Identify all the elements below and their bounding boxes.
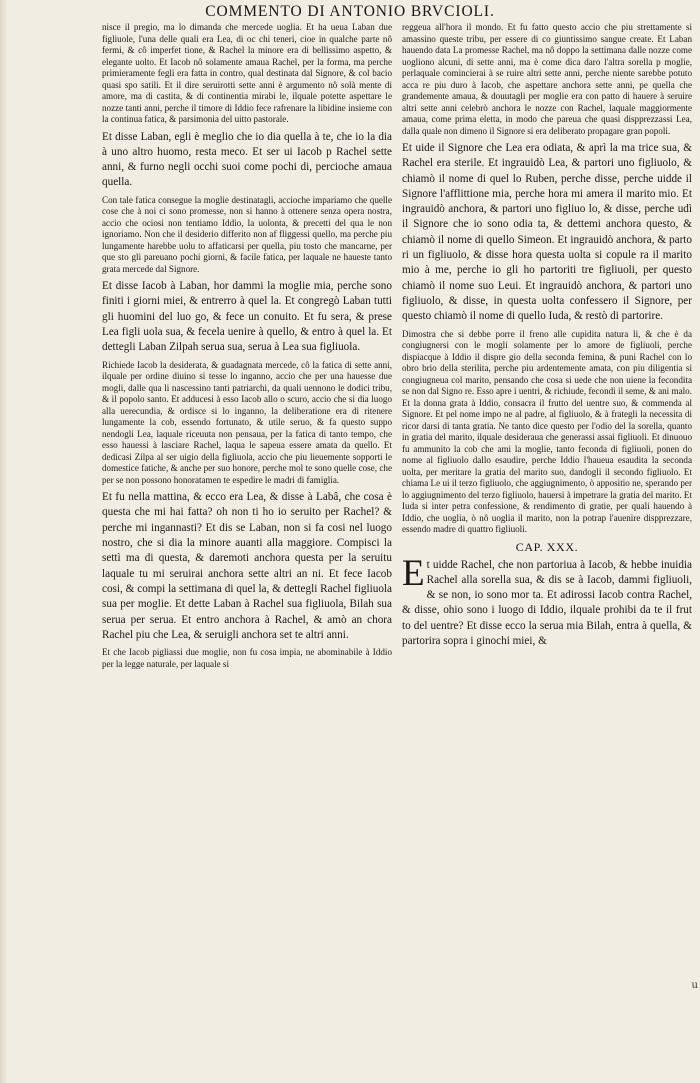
commentary-paragraph: Richiede Iacob la desiderata, & guadagnata mercede, cô la fatica di sette anni, ilquale per ordine diuino si tesse lo inganno, accio che per una hauesse due mogli, dalle qua li nascessino tanti patriarchi, da quali uennono le dodici tribu, & il popolo santo. Et adducesi à esso Iacob allo o scuro, accio che si dia luogo alla uerecundia, & ordisce si lo inganno, la deliberatione era di ritenere lungamente la cob, essendo fortunato, & utile seruo, & fa questo suppo nendogli Lea, laquale riceuuta non pensaua, per la fatica di tanto tempo, che esso hauessi à lasciare Rachel, laqua le sapeua essere amata da quello. Et dedicasi Zilpa al ser uigio della figliuola, accio che piu lieuemente sopporti le domestice fatiche, & anche per suo honore, perche mol te sono quelle cose, che per se non possono honoratamen te espedire le madri di famiglia. [102, 359, 392, 485]
margin-note: u [691, 980, 698, 991]
scripture-paragraph: Et uidde Rachel, che non partoriua à Iacob, & hebbe inuidia Rachel alla sorella sua, & dis se à Iacob, dammi figliuoli, & se non, io sono mor ta. Et adirossi Iacob contra Rachel, & disse, ohio sono i luogo di Iddio, ilquale prohibi da te il frut to del uentre? Et disse ecco la serua mia Bilah, entra à quella, & partorira sopra i ginochi miei, & [402, 552, 692, 648]
scripture-paragraph: Et uide il Signore che Lea era odiata, & aprì la ma trice sua, & Rachel era sterile. Et ingrauidò Lea, & partori uno figliuolo, & chiamò il nome di quel lo Ruben, perche disse, perche uidde il Signore l'afflittione mia, perche hora mi amera il marito mio. Et ingrauidò anchora, & partori uno figliuo lo, & disse, perche udì il Signore che io sono odia ta, & dettemi anchora questo, & chiamò il nome di quello Simeon. Et ingrauidò anchora, & parto ri un figliuolo, & disse hora questa uolta si copule ra il marito mio à me, perche io gli ho partoriti tre figliuoli, per questo chiamò il nome suo Leui. Et ingrauidò anchora, & partori uno figliuolo, & disse, in questa uolta confessero il Signore, per questo chiamò il nome di quello Iuda, & restò di partorire. [402, 142, 692, 323]
commentary-paragraph: Et che Iacob pigliassi due moglie, non fu cosa impia, ne abominabile à Iddio per la legge naturale, per laquale si [102, 647, 392, 669]
scripture-paragraph: Et disse Iacob à Laban, hor dammi la moglie mia, perche sono finiti i giorni miei, & entrerro à quel la. Et congregò Laban tutti gli huomini del luo go, & fece un conuito. Et fu sera, & prese Lea figli uola sua, & fecela uenire à quello, & entro à quel la. Et dettegli Laban Zilpah serua sua, serua à Lea sua figliuola. [102, 280, 392, 354]
left-column [102, 22, 392, 674]
commentary-paragraph: nisce il pregio, ma lo dimanda che mercede uoglia. Et ha ueua Laban due figliuole, l'una delle quali era Lea, di oc chi teneri, cioe in qualche parte nô fermi, & cô imperfet tione, & Rachel la minore era di bellissimo aspetto, & elegante uolto. Et Iacob nô solamente amaua Rachel, per la forma, ma perche primieramente fegli era fatta in contro, qual destinata dal Signore, & col bacio quasi spo satili. Et il dire seruirotti sette anni è argumento nô solà mente di amore, ma di castita, & di continentia mirabi le, ilquale potette aspettare le nozze tanti anni, perche il timore di Iddio fece rafrenare la libidine insieme con la continua fatica, & parsimonia del uitto pastorale. [102, 22, 392, 124]
commentary-paragraph: reggeua all'hora il mondo. Et fu fatto questo accio che piu strettamente si amassino queste tribu, per essere di co giuntissimo sangue create. Et Laban hauendo data La promesse Rachel, ma nô doppo la settimana dalle nozze come uogliono alcuni, di sette anni, ma è come dica daro l'altra sorella p moglie, perlaquale comincierai à se ruire altri sette anni, perche niente sarebbe potuto acca re piu duro à Iacob, che aspettare anchora sette anni, pe quella che grandemente amaua, & douutagli per moglie era con patto di hauere à seruire altri sette anni celebrò anchora le nozze con Rachel, laquale maggiormente amaua, come prima eletta, in modo che pareua che quasi dispprezzassi Lea, dalla quale non dimeno il Signore si era deliberato propagare gran popoli. [402, 22, 692, 136]
scripture-paragraph: Et disse Laban, egli è meglio che io dia quella à te, che io la dia à uno altro huomo, resta meco. Et ser ui Iacob p Rachel sette anni, & furno negli occhi suoi come pochi di, percioche amaua quella. [102, 130, 392, 189]
commentary-paragraph: Con tale fatica consegue la moglie destinatagli, accioche impariamo che quelle cose che à noi ci sono promesse, non si hanno à ottenere senza opera nostra, accio che ociosi non tentiamo Iddio, la uolonta, & precetti del qua le non ignoriamo. Non che il desiderio differito non af fliggessi quello, ma perche piu lungamente harebbe uolu to affaticarsi per quella, piu tosto che mancarne, per que sto gli pareuano pochi giorni, & facile fatica, per laquale ne haueste tanto grata mercede dal Signore. [102, 194, 392, 274]
scripture-paragraph: Et fu nella mattina, & ecco era Lea, & disse à Labâ, che cosa è questa che mi hai fatta? oh non ti ho io seruito per Rachel? & perche mi ingannasti? Et dis se Laban, non si fa cosi nel luogo nostro, che si dia la minore auanti alla maggiore. Compisci la settì ma di questa, & daremoti anchora questa per la seruitu laquale tu mi seruirai anchora sette altri an ni. Et fece Iacob cosi, & compi la settimana di quel la, & dettegli Rachel figliuola sua per moglie. Et dette Laban à Rachel sua figliuola, Bilah sua serua per serua. Et entro anchora à Rachel, & amò an chora Rachel piu che Lea, & seruigli anchora set te altri anni. [102, 491, 392, 641]
page-gutter-shadow [0, 0, 8, 1083]
right-column [402, 22, 692, 653]
running-header: COMMENTO DI ANTONIO BRVCIOLI. [205, 3, 495, 20]
chapter-heading: CAP. XXX. [515, 539, 579, 554]
commentary-paragraph: Dimostra che si debbe porre il freno alle cupidita natura li, & che è da congiugnersi con le mogli solamente per lo amore de figliuoli, perche dispiacque à Iddio il dispre gio della seconda femina, & puni Rachel con lo obro brio della sterilita, perche piu ardentemente amata, con piu diligentia si congiugneua col marito, pensando che cosa si uede che non uiene la fecondita se non dal Signo re. Esso apre i uentri, & richiude, fecondi il seme, & ani malo. Et la donna grata à Iddio, consacra il frutto del uentre suo, & commenda al Signore. Et pel nome impo ne al padre, al figliuolo, & à frategli la necessita di ricor darsi di tanta gratia. Ne tanto dice questo per l'odio del la sorella, quanto in gratia del marito, ilquale desideraua che generassi assai figliuoli. Et dinuouo fu ammunito la cob che ami la moglie, tanto feconda di figliuoli, ponen do nome al figliuolo dallo esaudire, perche Iddio l'haueua esaudita la seconda uolta, per meritare la gratia del marito suo, dandogli il secondo figliuolo. Et chiama Le ui il terzo figliuolo, che aggiugnimento, ò appositio ne, sperando per lo aggiugnimento del terzo figliuolo, hauersi à impetrare la gratia del marito. Et Iuda si inter petra confessione, & rendimento di gratie, per quali hauendo à Iddio, che uoglia, ò nô uoglia il marito, non la potrap l'auenire dispprezzare, essendo madre di quattro figliuoli. [402, 328, 692, 535]
